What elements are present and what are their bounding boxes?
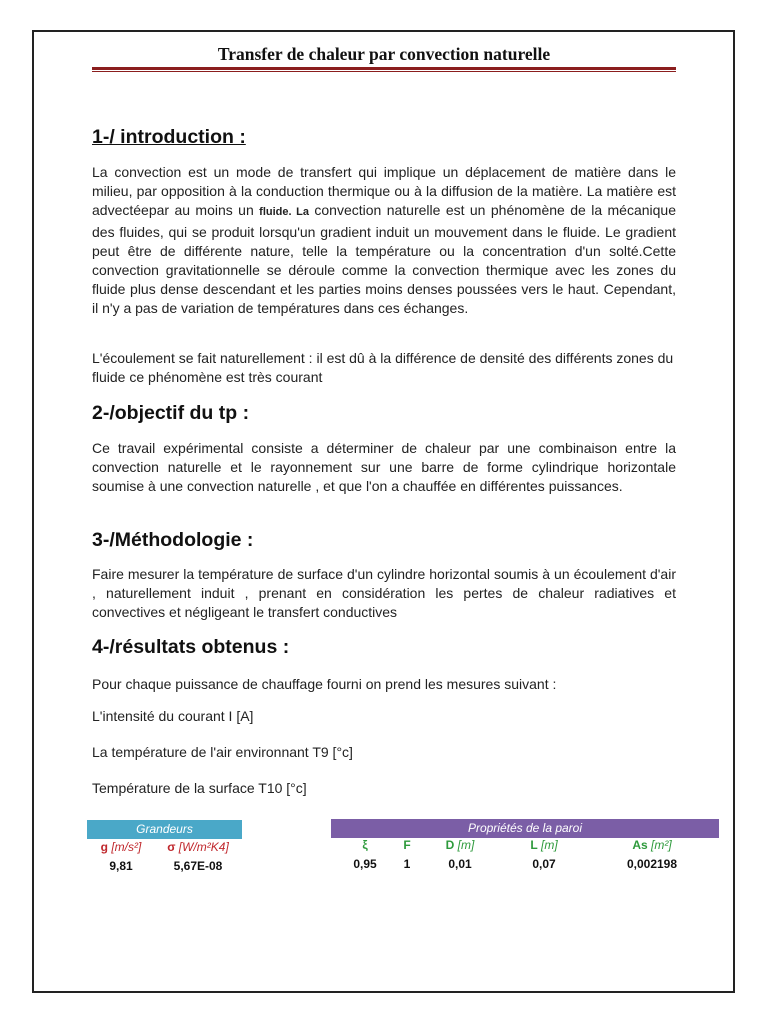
grandeurs-value-g: 9,81 (109, 859, 133, 873)
paroi-value-l: 0,07 (532, 857, 556, 871)
ecoulement-paragraph: L'écoulement se fait naturellement : il est dû à la différence de densité des différents zones du fluide ce phénomène est très courant (92, 350, 674, 386)
introduction-text-part1: La convection est un mode de transfert qui implique un déplacement de matière dans le milieu, par opposition à la conduction thermique ou à la diffusion de la matière. La matière est advectéepar au moins un (92, 164, 676, 219)
title-rule-thin (92, 71, 676, 72)
document-title: Transfer de chaleur par convection naturelle (217, 44, 551, 64)
paroi-column-header-d: D [m] (445, 838, 475, 852)
grandeurs-column-header-g: g [m/s²] (100, 840, 142, 854)
paroi-value-d: 0,01 (448, 857, 472, 871)
grandeurs-value-sigma: 5,67E-08 (173, 859, 223, 873)
paroi-column-header-xi: ξ (362, 838, 368, 852)
section-heading-objectif: 2-/objectif du tp : (92, 402, 250, 424)
methodologie-paragraph: Faire mesurer la température de surface d'un cylindre horizontal soumis à un écoulement d'air , naturellement induit , prenant en considération les pertes de chaleur radiatives et convectives et négligeant le transfert conductives (92, 566, 676, 621)
fluide-link-text: fluide. La (259, 206, 309, 219)
paroi-value-xi: 0,95 (353, 857, 377, 871)
introduction-text-part2: convection naturelle est un phénomène de la mécanique des fluides, qui se produit lorsqu'un gradient induit un mouvement dans le fluide. Le gradient peut être de différente nature, telle la température ou la concentration d'un solté.Cette convection gravitationnelle se déroule comme la convection thermique avec les zones du fluide plus dense descendant et les parties moins denses poussées vers le haut. Cependant, il n'y a pas de variation de températures dans ces échanges. (92, 202, 676, 317)
resultats-intro: Pour chaque puissance de chauffage fourni on prend les mesures suivant : (92, 676, 557, 692)
paroi-table-header: Propriétés de la paroi (331, 819, 719, 838)
introduction-paragraph (92, 163, 676, 319)
paroi-column-header-f: F (403, 838, 411, 852)
measure-intensite: L'intensité du courant I [A] (92, 708, 254, 724)
measure-temperature-air: La température de l'air environnant T9 [°c] (92, 744, 353, 760)
paroi-value-as: 0,002198 (626, 857, 678, 871)
objectif-paragraph: Ce travail expérimental consiste a déterminer de chaleur par une combinaison entre la convection naturelle et le rayonnement sur une barre de forme cylindrique horizontale soumise à une convection naturelle , et que l'on a chauffée en différentes puissances. (92, 440, 676, 495)
paroi-column-header-as: As [m²] (632, 838, 672, 852)
measure-temperature-surface: Température de la surface T10 [°c] (92, 780, 307, 796)
section-heading-resultats: 4-/résultats obtenus : (92, 636, 290, 658)
grandeurs-column-header-sigma: σ [W/m²K4] (167, 840, 229, 854)
grandeurs-table-header: Grandeurs (87, 820, 242, 839)
paroi-column-header-l: L [m] (530, 838, 558, 852)
section-heading-methodologie: 3-/Méthodologie : (92, 529, 254, 551)
section-heading-introduction: 1-/ introduction : (92, 126, 246, 148)
title-rule (92, 67, 676, 70)
paroi-value-f: 1 (403, 857, 411, 871)
